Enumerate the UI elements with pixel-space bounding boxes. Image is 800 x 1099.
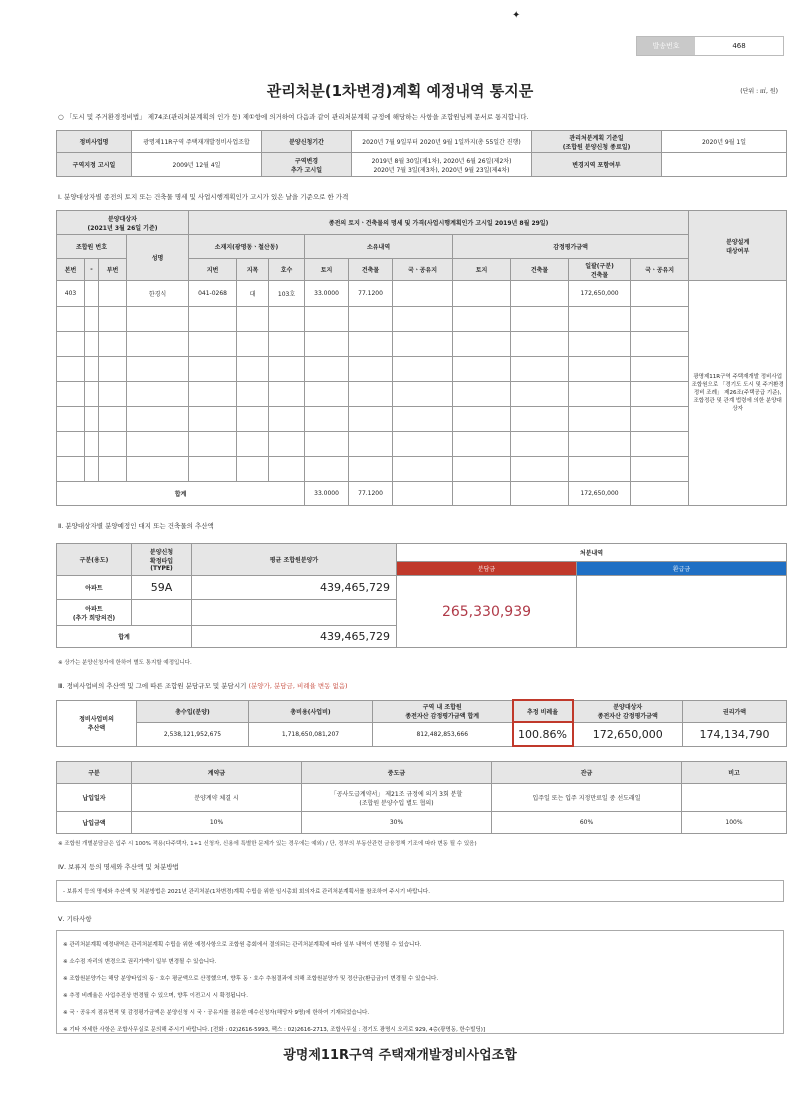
sum-price: 439,465,729 xyxy=(192,626,397,648)
scan-mark: ✦ xyxy=(512,10,521,21)
sub-header: 호수 xyxy=(269,259,305,281)
doc-number-value: 468 xyxy=(732,42,746,50)
schedule-header: 중도금 xyxy=(302,762,492,784)
row-cell: 33.0000 xyxy=(305,281,349,307)
schedule-header: 계약금 xyxy=(132,762,302,784)
total-cell: 33.0000 xyxy=(305,482,349,506)
schedule-header: 잔금 xyxy=(492,762,682,784)
section-5-box xyxy=(56,930,784,1034)
header-payment: 분담금 xyxy=(397,562,577,576)
notice-item: ※ 조합원분양가는 해당 분양타입의 동ㆍ호수 평균액으로 산정했으며, 향후 동ㆍ호수 추첨결과에 의해 조합원분양가 및 정산금(환급금)이 변경될 수 있습니다. xyxy=(63,976,439,982)
intro-text: ○ 「도시 및 주거환경정비법」 제74조(관리처분계획의 인가 등) 제①항에 의거하여 다음과 같이 관리처분계획 규정에 해당하는 사항을 조합원님께 문서로 통지합니다. xyxy=(58,113,529,121)
row-cell: 77.1200 xyxy=(349,281,393,307)
sub-header: 지목 xyxy=(237,259,269,281)
section-3-title xyxy=(58,681,348,690)
section-1-title: Ⅰ. 분양대상자별 종전의 토지 또는 건축물 명세 및 사업시행계획인가 고시가 있은 날을 기준으로 한 가격 xyxy=(58,193,349,201)
unit-note: (단위 : ㎡, 원) xyxy=(740,88,778,95)
info-cell: 관리처분계획 기준일 (조합원 분양신청 종료일) xyxy=(532,131,662,153)
header-refund: 환급금 xyxy=(577,562,787,576)
row-type: 59A xyxy=(132,576,192,600)
doc-number-box xyxy=(636,36,784,56)
info-cell: 2019년 8월 30일(제1차), 2020년 6월 26일(제2차) 2020년 7월 3일(제3차), 2020년 9월 23일(제4차) xyxy=(352,153,532,177)
assets-table xyxy=(56,210,787,506)
notice-item: ※ 추정 비례율은 사업추진상 변경될 수 있으며, 향후 이전고시 시 확정됩니다. xyxy=(63,993,248,999)
schedule-cell: 「공사도급계약서」 제21조 규정에 의거 3회 분할 (조합원 분양수입 별도 협의) xyxy=(302,784,492,812)
section-2-note: ※ 상가는 분양신청자에 한하여 별도 통지할 예정입니다. xyxy=(58,660,192,666)
payment-amount: 265,330,939 xyxy=(397,576,577,648)
info-cell: 구역변경 추가 고시일 xyxy=(262,153,352,177)
cost-header: 추정 비례율 xyxy=(513,700,573,722)
cost-row-label: 정비사업비의 추산액 xyxy=(57,700,137,746)
header-ownership: 소유내역 xyxy=(305,235,453,259)
schedule-cell: 분양계약 체결 시 xyxy=(132,784,302,812)
info-table xyxy=(56,130,787,177)
sub-header: 국ㆍ공유지 xyxy=(631,259,689,281)
section-4-title: Ⅳ. 보류지 등의 명세와 추산액 및 처분방법 xyxy=(58,863,179,871)
schedule-label: 납입일자 xyxy=(57,784,132,812)
sub-header: 국ㆍ공유지 xyxy=(393,259,453,281)
row-cell: 한경식 xyxy=(127,281,189,307)
total-label: 합계 xyxy=(57,482,305,506)
header-kind: 구분(용도) xyxy=(57,544,132,576)
header-location: 소재지(광명동ㆍ철산동) xyxy=(189,235,305,259)
schedule-header: 비고 xyxy=(682,762,787,784)
info-cell: 2009년 12월 4일 xyxy=(132,153,262,177)
header-target: 분양대상자 (2021년 3월 26일 기준) xyxy=(57,211,189,235)
cost-value: 2,538,121,952,675 xyxy=(137,722,249,746)
info-cell xyxy=(662,153,787,177)
row-cell: 103호 xyxy=(269,281,305,307)
row-price: 439,465,729 xyxy=(192,576,397,600)
section-3-title-text: Ⅲ. 정비사업비의 추산액 및 그에 따른 조합원 분담규모 및 분담시기 xyxy=(58,682,247,690)
header-member: 조합원 번호 xyxy=(57,235,127,259)
cost-header: 권리가액 xyxy=(683,700,787,722)
schedule-cell: 60% xyxy=(492,812,682,834)
cost-value: 172,650,000 xyxy=(573,722,683,746)
header-appraisal: 감정평가금액 xyxy=(453,235,689,259)
row-cell xyxy=(453,281,511,307)
schedule-cell: 10% xyxy=(132,812,302,834)
row-cell: 172,650,000 xyxy=(569,281,631,307)
refund-amount xyxy=(577,576,787,648)
info-cell: 구역지정 고시일 xyxy=(57,153,132,177)
info-cell: 광명제11R구역 주택재개발정비사업조합 xyxy=(132,131,262,153)
info-cell: 분양신청기간 xyxy=(262,131,352,153)
header-type: 분양신청 확정타입 (TYPE) xyxy=(132,544,192,576)
section-4-text: - 보류지 등의 명세와 추산액 및 처분방법은 2021년 관리처분(1차변경)계획 수립을 위한 임시총회 회의자료 관리처분계획서를 참조하여 주시기 바랍니다. xyxy=(63,889,430,895)
row-cell xyxy=(85,281,99,307)
sub-header: 본번 xyxy=(57,259,85,281)
sub-header: - xyxy=(85,259,99,281)
cost-value: 1,718,650,081,207 xyxy=(249,722,373,746)
section-4-box xyxy=(56,880,784,902)
info-cell: 변경지역 포함여부 xyxy=(532,153,662,177)
header-name: 성명 xyxy=(127,235,189,281)
sale-table xyxy=(56,543,787,648)
row-cell xyxy=(631,281,689,307)
row-label: 아파트 xyxy=(57,576,132,600)
info-cell: 정비사업명 xyxy=(57,131,132,153)
row-cell xyxy=(511,281,569,307)
schedule-cell xyxy=(682,784,787,812)
sub-header: 토지 xyxy=(305,259,349,281)
info-cell: 2020년 7월 9일부터 2020년 9월 1일까지(총 55일간 진행) xyxy=(352,131,532,153)
schedule-label: 납입금액 xyxy=(57,812,132,834)
row-cell: 041-0268 xyxy=(189,281,237,307)
header-result: 처분내역 xyxy=(397,544,787,562)
schedule-cell: 100% xyxy=(682,812,787,834)
footer-org-name: 광명제11R구역 주택재개발정비사업조합 xyxy=(283,1048,517,1063)
notice-item: ※ 소수점 자리의 변경으로 권리가액이 일부 변경될 수 있습니다. xyxy=(63,959,217,965)
section-2-title: Ⅱ. 분양대상자별 분양예정인 대지 또는 건축물의 추산액 xyxy=(58,522,214,530)
section-3-title-note: (분양가, 분담금, 비례율 변동 없음) xyxy=(248,682,348,690)
cost-header: 총비용(사업비) xyxy=(249,700,373,722)
sub-header: 토지 xyxy=(453,259,511,281)
sub-header: 부번 xyxy=(99,259,127,281)
row-cell xyxy=(99,281,127,307)
schedule-cell: 입주일 또는 입주 지정만료일 중 선도래일 xyxy=(492,784,682,812)
section-5-title: Ⅴ. 기타사항 xyxy=(58,915,92,923)
row-cell: 대 xyxy=(237,281,269,307)
section-3-note: ※ 조합원 개별분담금은 입주 시 100% 적용(다주택자, 1+1 신청자, 신용에 특별한 문제가 있는 경우에는 예외) / 단, 정부의 부동산관련 금융정책 기조에 따라 변동 될 수 있음) xyxy=(58,841,477,847)
header-main: 종전의 토지ㆍ건축물의 명세 및 가격(사업시행계획인가 고시일 2019년 8월 29일) xyxy=(189,211,689,235)
cost-header: 분양대상자 종전자산 감정평가금액 xyxy=(573,700,683,722)
total-cell: 77.1200 xyxy=(349,482,393,506)
header-price: 평균 조합원분양가 xyxy=(192,544,397,576)
ratio-value: 100.86% xyxy=(513,722,573,746)
notice-item: ※ 관리처분계획 예정내역은 관리처분계획 수립을 위한 예정사항으로 조합원 총회에서 결의되는 관리처분계획에 따라 일부 내역이 변경될 수 있습니다. xyxy=(63,942,422,948)
page-title: 관리처분(1차변경)계획 예정내역 통지문 xyxy=(266,82,534,100)
notice-item: ※ 국ㆍ공유지 점유면적 및 감정평가금액은 분양신청 시 국ㆍ공유지를 점유한 매수신청자(해당자 9명)에 한하여 기재되었습니다. xyxy=(63,1010,370,1016)
cost-table xyxy=(56,699,787,747)
info-cell: 2020년 9월 1일 xyxy=(662,131,787,153)
cost-value: 812,482,853,666 xyxy=(373,722,513,746)
header-target2: 분양설계 대상여부 xyxy=(689,211,787,281)
schedule-header: 구분 xyxy=(57,762,132,784)
sum-label: 합계 xyxy=(57,626,192,648)
schedule-cell: 30% xyxy=(302,812,492,834)
cost-header: 구역 내 조합원 종전자산 감정평가금액 합계 xyxy=(373,700,513,722)
doc-number-label: 발송번호 xyxy=(637,37,695,55)
side-note: 광명제11R구역 주택재개발 정비사업 조합원으로 「경기도 도시 및 주거환경 정비 조례」 제26조(주택공급 기준), 조합정관 및 관계 법령에 의한 분양대상자 xyxy=(689,281,787,506)
cost-header: 총수입(분양) xyxy=(137,700,249,722)
row-label: 아파트 (추가 희망의견) xyxy=(57,600,132,626)
row-cell: 403 xyxy=(57,281,85,307)
sub-header: 건축물 xyxy=(349,259,393,281)
sub-header: 건축물 xyxy=(511,259,569,281)
sub-header: 일괄(구분) 건축물 xyxy=(569,259,631,281)
payment-schedule-table xyxy=(56,761,787,834)
cost-value: 174,134,790 xyxy=(683,722,787,746)
row-cell xyxy=(393,281,453,307)
total-cell: 172,650,000 xyxy=(569,482,631,506)
sub-header: 지번 xyxy=(189,259,237,281)
notice-item: ※ 기타 자세한 사항은 조합사무실로 문의해 주시기 바랍니다. [전화 : 02)2616-5993, 팩스 : 02)2616-2713, 조합사무실 : 경기도 광명시 오리로 929, 4층(광명동, 한수빌딩)] xyxy=(63,1027,486,1033)
